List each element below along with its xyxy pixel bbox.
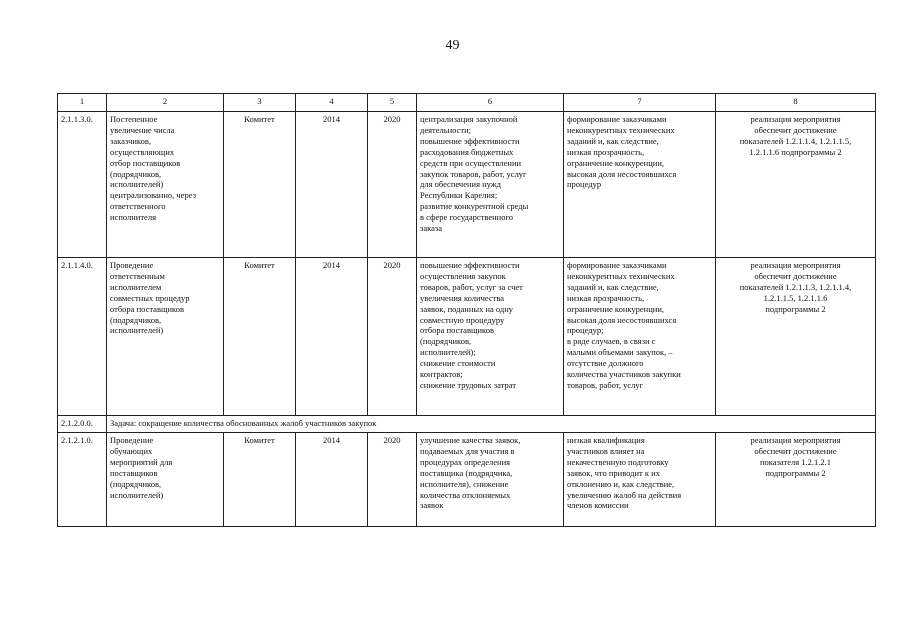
header-cell-3: 3 xyxy=(224,94,296,112)
header-cell-4: 4 xyxy=(296,94,368,112)
task-number: 2.1.2.0.0. xyxy=(58,416,107,433)
risk-consequence: низкая квалификация участников влияет на некачественную подготовку заявок, что приводит к их отклонению и, как следствие, увеличению жалоб на действия членов комиссии xyxy=(564,433,716,527)
indicator-link: реализация мероприятия обеспечит достижение показателей 1.2.1.1.4, 1.2.1.1.5, 1.2.1.1.6 подпрограммы 2 xyxy=(716,112,876,258)
header-cell-7: 7 xyxy=(564,94,716,112)
risk-consequence: формирование заказчиками неконкурентных технических заданий и, как следствие, низкая прозрачность, ограничение конкуренции, высокая доля несостоявшихся процедур; в ряде случаев, в связи с малыми объемами закупок, – отсутствие должного количества участников закупки товаров, работ, услуг xyxy=(564,258,716,416)
measure-name: Постепенное увеличение числа заказчиков, осуществляющих отбор поставщиков (подрядчиков, исполнителей) централизованно, через ответственного исполнителя xyxy=(107,112,224,258)
executor: Комитет xyxy=(224,433,296,527)
header-cell-6: 6 xyxy=(417,94,564,112)
executor: Комитет xyxy=(224,112,296,258)
measure-name: Проведение обучающих мероприятий для поставщиков (подрядчиков, исполнителей) xyxy=(107,433,224,527)
start-year: 2014 xyxy=(296,433,368,527)
executor: Комитет xyxy=(224,258,296,416)
measures-table xyxy=(57,93,876,527)
table-row xyxy=(58,433,876,527)
header-cell-5: 5 xyxy=(368,94,417,112)
page-number: 49 xyxy=(445,38,460,53)
end-year: 2020 xyxy=(368,433,417,527)
task-row xyxy=(58,416,876,433)
header-cell-1: 1 xyxy=(58,94,107,112)
end-year: 2020 xyxy=(368,258,417,416)
table-row xyxy=(58,258,876,416)
indicator-link: реализация мероприятия обеспечит достижение показателей 1.2.1.1.3, 1.2.1.1.4, 1.2.1.1.5, 1.2.1.1.6 подпрограммы 2 xyxy=(716,258,876,416)
expected-result: улучшение качества заявок, подаваемых для участия в процедурах определения поставщика (подрядчика, исполнителя), снижение количества отклоняемых заявок xyxy=(417,433,564,527)
header-row xyxy=(58,94,876,112)
row-number: 2.1.1.3.0. xyxy=(58,112,107,258)
header-cell-2: 2 xyxy=(107,94,224,112)
expected-result: централизация закупочной деятельности; повышение эффективности расходования бюджетных средств при осуществлении закупок товаров, работ, услуг для обеспечения нужд Республики Карелия; развитие конкурентной среды в сфере государственного заказа xyxy=(417,112,564,258)
start-year: 2014 xyxy=(296,258,368,416)
risk-consequence: формирование заказчиками неконкурентных технических заданий и, как следствие, низкая прозрачность, ограничение конкуренции, высокая доля несостоявшихся процедур xyxy=(564,112,716,258)
indicator-link: реализация мероприятия обеспечит достижение показателя 1.2.1.2.1 подпрограммы 2 xyxy=(716,433,876,527)
start-year: 2014 xyxy=(296,112,368,258)
row-number: 2.1.2.1.0. xyxy=(58,433,107,527)
expected-result: повышение эффективности осуществления закупок товаров, работ, услуг за счет увеличения количества заявок, поданных на одну совместную процедуру отбора поставщиков (подрядчиков, исполнителей); снижение стоимости контрактов; снижение трудовых затрат xyxy=(417,258,564,416)
header-cell-8: 8 xyxy=(716,94,876,112)
row-number: 2.1.1.4.0. xyxy=(58,258,107,416)
table-row xyxy=(58,112,876,258)
end-year: 2020 xyxy=(368,112,417,258)
measure-name: Проведение ответственным исполнителем совместных процедур отбора поставщиков (подрядчиков, исполнителей) xyxy=(107,258,224,416)
task-text: Задача: сокращение количества обоснованных жалоб участников закупок xyxy=(107,416,876,433)
